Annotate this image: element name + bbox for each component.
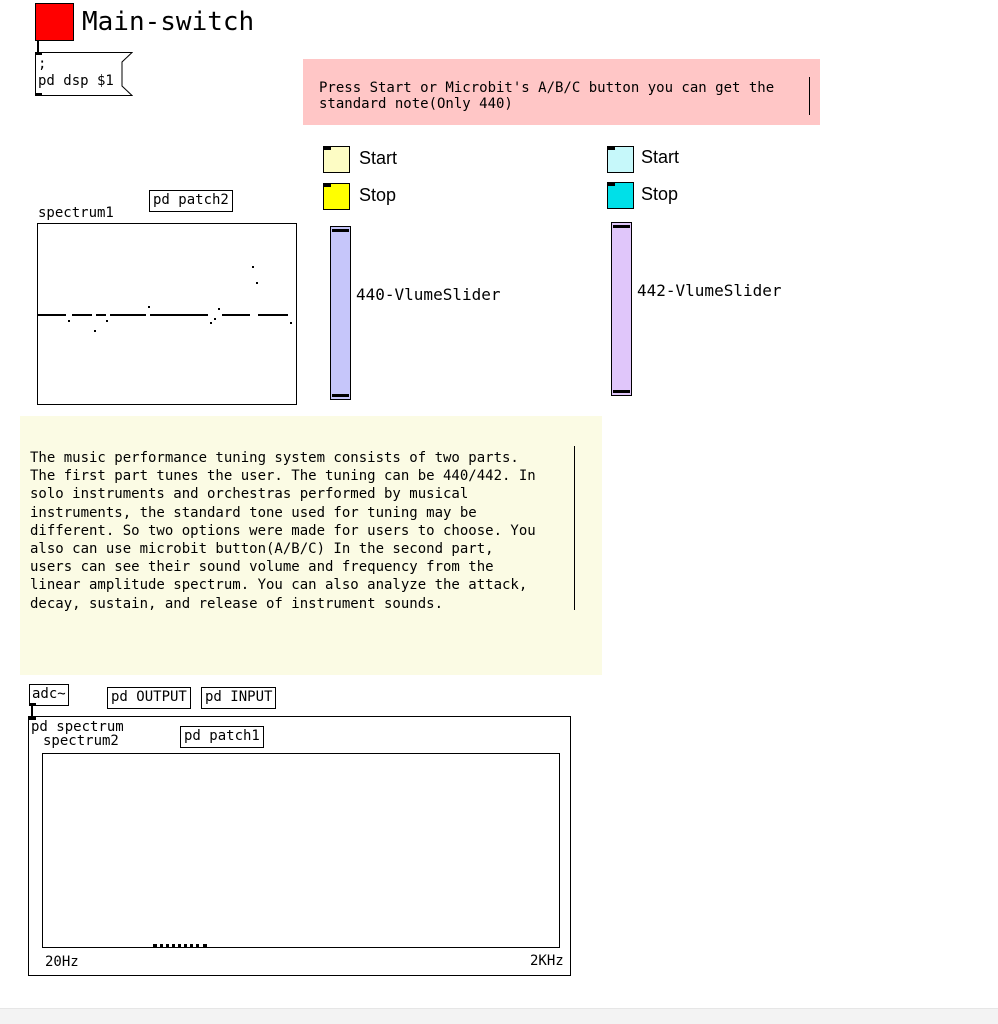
spectrum2-trace bbox=[153, 944, 207, 950]
note-comment-text: Press Start or Microbit's A/B/C button you can get the standard note(Only 440) bbox=[319, 80, 775, 112]
slider-knob-442[interactable] bbox=[613, 225, 630, 228]
spectrum-subpatch-title: pd spectrum bbox=[31, 719, 124, 735]
main-switch-label: Main-switch bbox=[82, 7, 255, 37]
patch-cord bbox=[31, 706, 33, 716]
x-axis-min-label: 20Hz bbox=[45, 954, 79, 970]
spectrum1-graph[interactable] bbox=[37, 223, 297, 405]
start-440-label: Start bbox=[359, 148, 398, 168]
start-442-label: Start bbox=[641, 147, 680, 167]
volume-slider-442-label: 442-VlumeSlider bbox=[637, 281, 782, 300]
spectrum2-graph[interactable] bbox=[42, 753, 560, 948]
volume-slider-440-label: 440-VlumeSlider bbox=[356, 285, 501, 304]
description-text: The music performance tuning system consists of two parts. The first part tunes the user. The tuning can be 440/442. In solo instruments and orchestras performed by musical instruments, the standard tone used for tuning may be different. So two options were made for users to choose. You also can use microbit button(A/B/C) In the second part, users can see their sound volume and frequency from the linear amplitude spectrum. You can also analyze the attack, decay, sustain, and release of instrument sounds. bbox=[30, 450, 536, 612]
spectrum2-label: spectrum2 bbox=[43, 733, 119, 749]
stop-440-button[interactable] bbox=[323, 183, 350, 210]
start-442-button[interactable] bbox=[607, 146, 634, 173]
pd-input-object[interactable]: pd INPUT bbox=[201, 687, 276, 709]
dsp-message-box[interactable] bbox=[35, 52, 133, 96]
volume-slider-442[interactable] bbox=[611, 222, 632, 396]
comment-width-handle[interactable] bbox=[809, 77, 810, 115]
dsp-message-line1: ; bbox=[38, 56, 47, 72]
main-switch-toggle[interactable] bbox=[35, 3, 74, 41]
pd-patch1-object[interactable]: pd patch1 bbox=[180, 726, 264, 748]
adc-object[interactable]: adc~ bbox=[29, 684, 69, 706]
x-axis-max-label: 2KHz bbox=[530, 953, 564, 969]
stop-440-label: Stop bbox=[359, 185, 397, 205]
window-bottom-edge bbox=[0, 1008, 998, 1024]
dsp-message-line2: pd dsp $1 bbox=[38, 73, 114, 89]
spectrum1-label: spectrum1 bbox=[38, 205, 114, 221]
stop-442-label: Stop bbox=[641, 184, 679, 204]
comment-width-handle-2[interactable] bbox=[574, 446, 575, 610]
slider-knob-440[interactable] bbox=[332, 229, 349, 232]
patch-cord bbox=[37, 41, 39, 53]
pd-output-object[interactable]: pd OUTPUT bbox=[107, 687, 191, 709]
volume-slider-440[interactable] bbox=[330, 226, 351, 400]
pd-patch2-object[interactable]: pd patch2 bbox=[149, 190, 233, 212]
stop-442-button[interactable] bbox=[607, 182, 634, 209]
start-440-button[interactable] bbox=[323, 146, 350, 173]
